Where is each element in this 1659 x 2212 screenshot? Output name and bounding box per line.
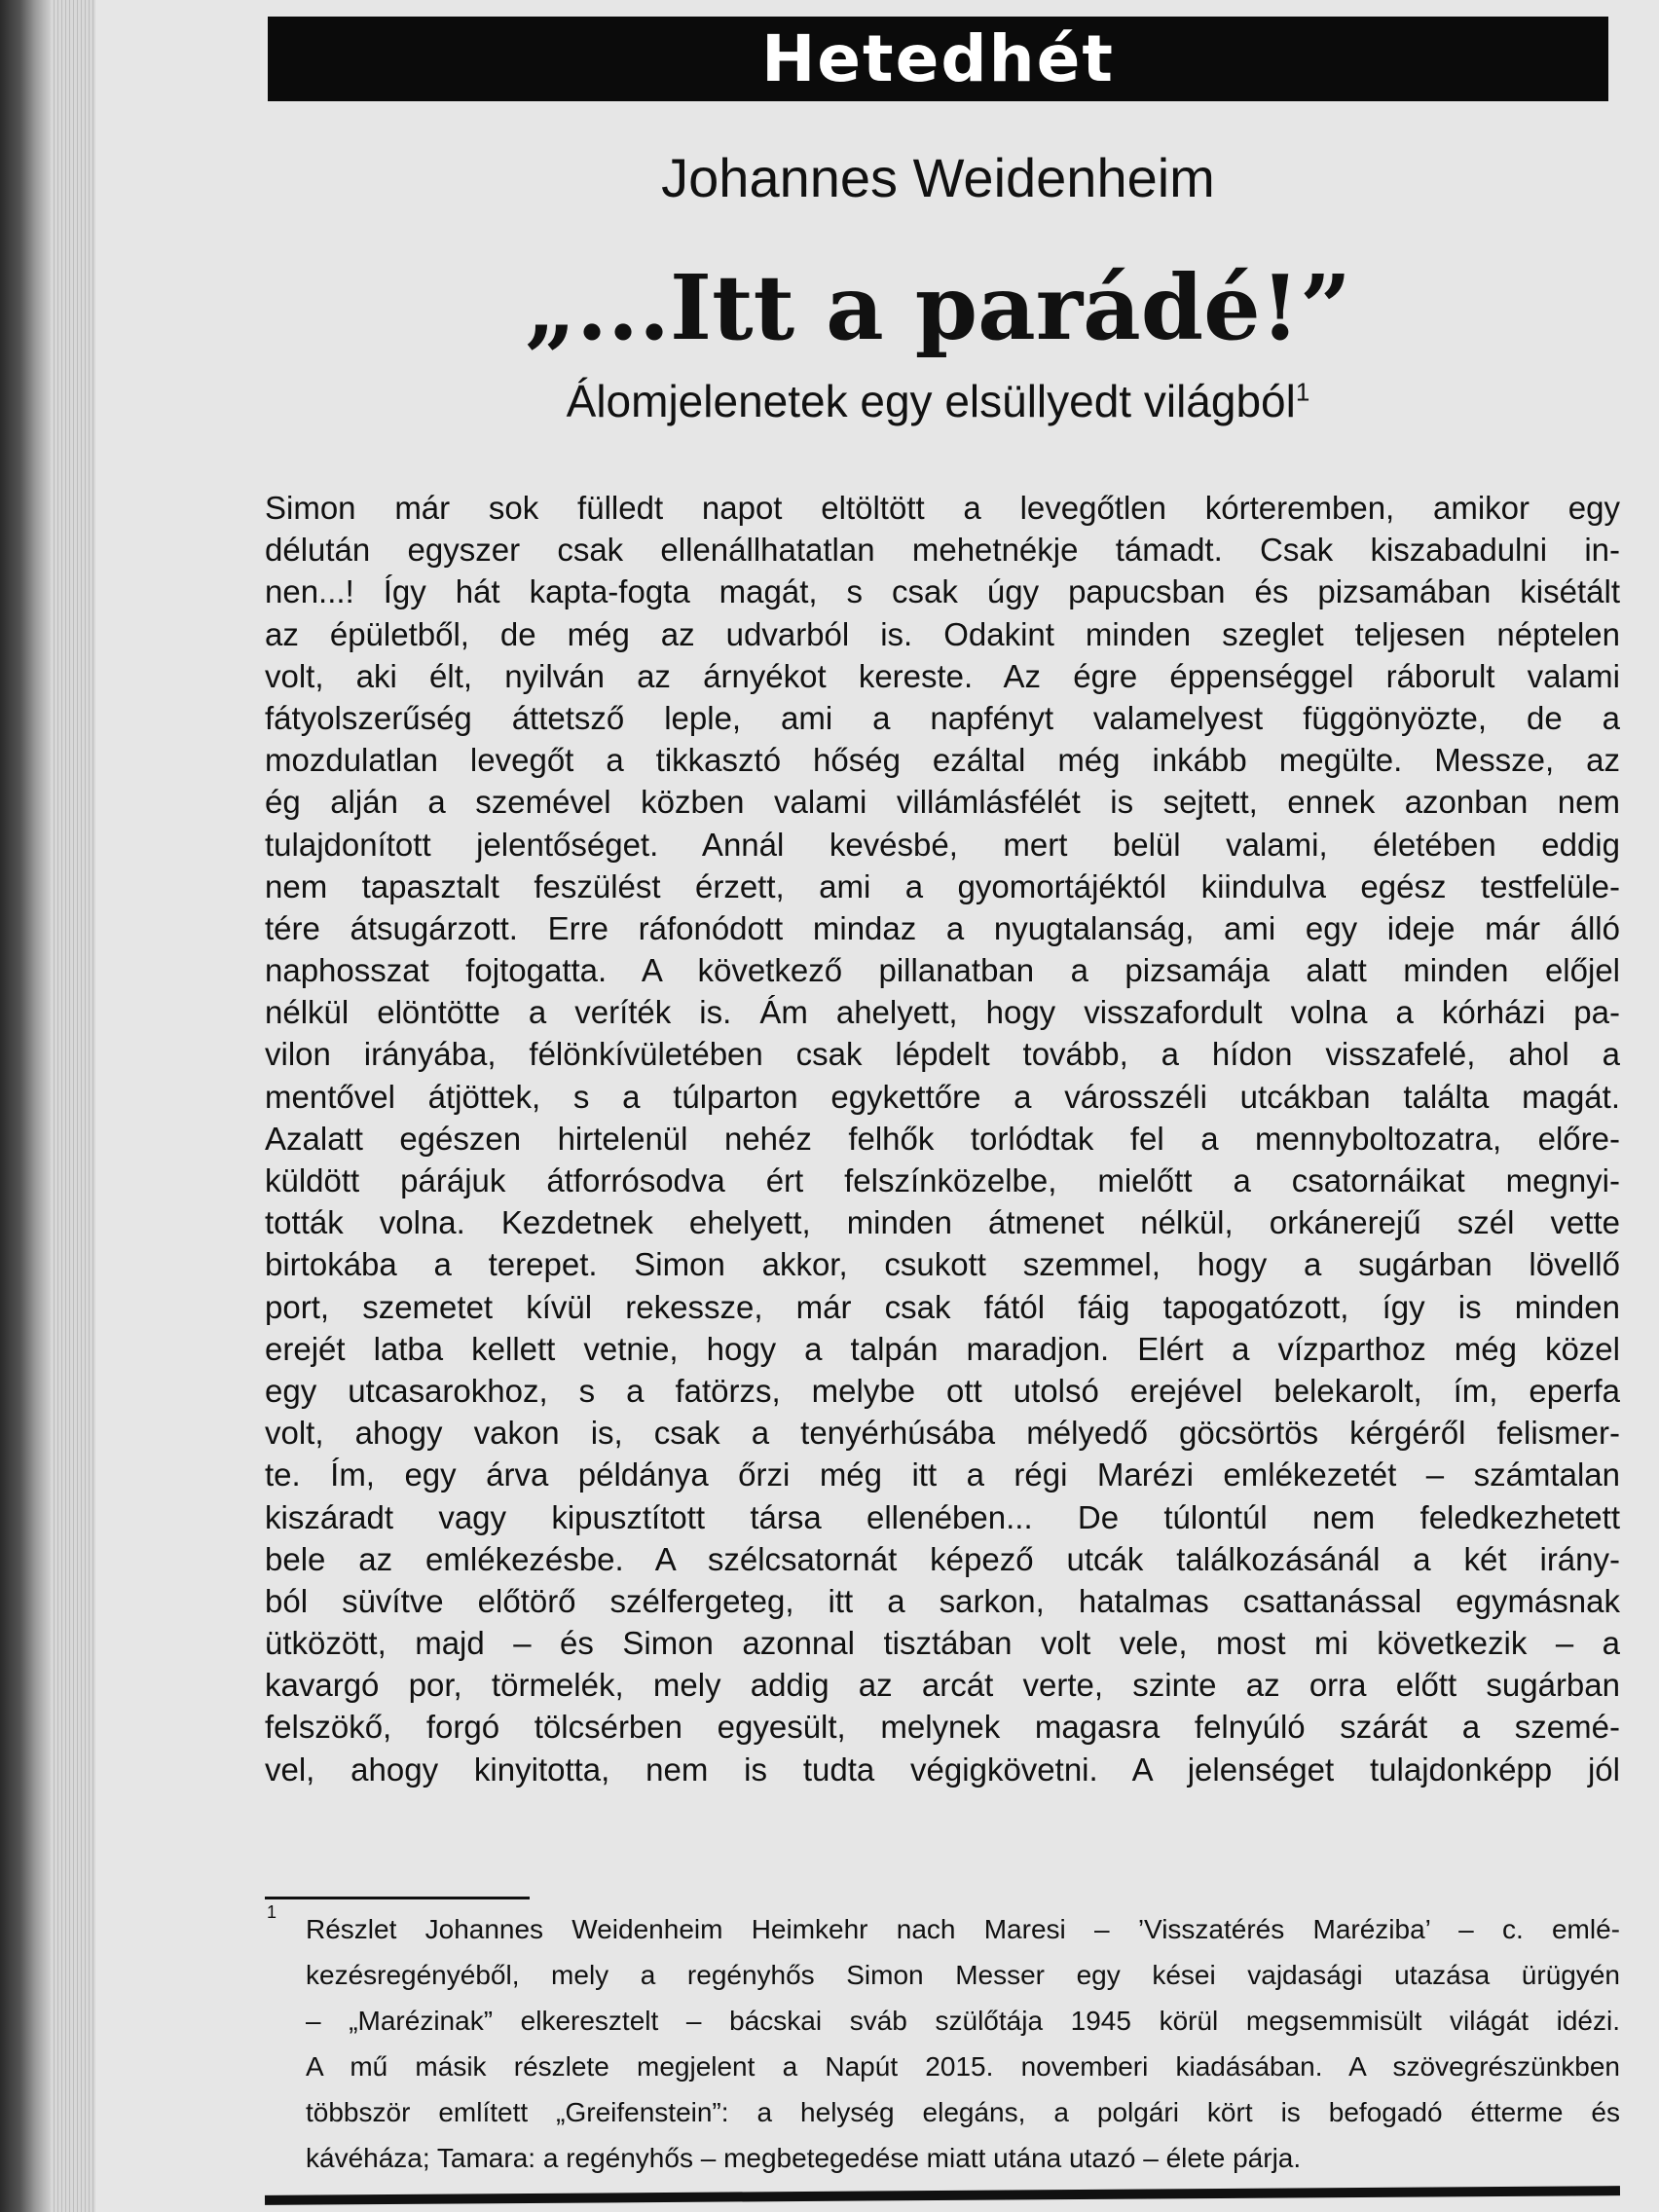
- body-line: volt, aki élt, nyilván az árnyékot kereste. Az égre éppenséggel ráborult valami: [265, 657, 1620, 694]
- body-line: Azalatt egészen hirtelenül nehéz felhők torlódtak fel a mennyboltozatra, előre-: [265, 1120, 1620, 1157]
- body-line: délután egyszer csak ellenállhatatlan mehetnékje támadt. Csak kiszabadulni in-: [265, 532, 1620, 569]
- footnote-mark: 1: [267, 1902, 277, 1922]
- subtitle-text: Álomjelenetek egy elsüllyedt világból: [566, 376, 1296, 426]
- bottom-rule: [265, 2186, 1620, 2205]
- body-line: te. Ím, egy árva példánya őrzi még itt a régi Marézi emlékezetét – számtalan: [265, 1456, 1620, 1493]
- body-line: bele az emlékezésbe. A szélcsatornát képező utcák találkozásánál a két irány-: [265, 1540, 1620, 1577]
- body-line: vel, ahogy kinyitotta, nem is tudta végigkövetni. A jelenséget tulajdonképp jól: [265, 1751, 1620, 1788]
- body-line: tották volna. Kezdetnek ehelyett, minden átmenet nélkül, orkánerejű szél vette: [265, 1204, 1620, 1241]
- body-line: port, szemetet kívül rekessze, már csak fától fáig tapogatózott, így is minden: [265, 1288, 1620, 1325]
- article-author: Johannes Weidenheim: [661, 147, 1215, 208]
- footnote-line: kávéháza; Tamara: a regényhős – megbetegedése miatt utána utazó – élete párja.: [306, 2143, 1302, 2173]
- footnote-separator: [265, 1897, 530, 1899]
- body-line: nen...! Így hát kapta-fogta magát, s csak úgy papucsban és pizsamában kisétált: [265, 573, 1620, 610]
- body-line: Simon már sok fülledt napot eltöltött a levegőtlen kórteremben, amikor egy: [265, 490, 1620, 526]
- footnote-line: A mű másik részlete megjelent a Napút 2015. novemberi kiadásában. A szövegrészünkben: [306, 2051, 1620, 2082]
- body-line: tére átsugárzott. Erre ráfonódott mindaz a nyugtalanság, ami egy ideje már álló: [265, 909, 1620, 946]
- body-line: naphosszat fojtogatta. A következő pillanatban a pizsamája alatt minden előjel: [265, 952, 1620, 989]
- footnote-line: többször említett „Greifenstein”: a helység elegáns, a polgári kört is befogadó étterme és: [306, 2097, 1620, 2127]
- body-line: ég alján a szemével közben valami villámlásfélét is sejtett, ennek azonban nem: [265, 784, 1620, 821]
- page-edges: [51, 0, 95, 2212]
- body-line: az épületből, de még az udvarból is. Odakint minden szeglet teljesen néptelen: [265, 615, 1620, 652]
- footnote: [265, 1902, 1620, 2181]
- body-line: volt, ahogy vakon is, csak a tenyérhúsába mélyedő göcsörtös kérgéről felismer-: [265, 1415, 1620, 1452]
- body-line: vilon irányába, félönkívületében csak lépdelt tovább, a hídon visszafelé, ahol a: [265, 1036, 1620, 1073]
- footnote-line: kezésregényéből, mely a regényhős Simon Messer egy kései vajdasági utazása ürügyén: [306, 1960, 1620, 1990]
- body-line: egy utcasarokhoz, s a fatörzs, melybe ott utolsó erejével belekarolt, ím, eperfa: [265, 1372, 1620, 1409]
- body-line: nem tapasztalt feszülést érzett, ami a gyomortájéktól kiindulva egész testfelüle-: [265, 867, 1620, 904]
- footnote-line: – „Marézinak” elkeresztelt – bácskai sváb szülőtája 1945 körül megsemmisült világát idézi.: [306, 2006, 1620, 2036]
- body-line: ütközött, majd – és Simon azonnal tisztában volt vele, most mi következik – a: [265, 1625, 1620, 1662]
- footnote-line: Részlet Johannes Weidenheim Heimkehr nach Maresi – ’Visszatérés Maréziba’ – c. emlé-: [306, 1914, 1620, 1944]
- section-banner: Hetedhét: [268, 17, 1608, 101]
- body-line: küldött párájuk átforrósodva ért felszínközelbe, mielőtt a csatornáikat megnyi-: [265, 1162, 1620, 1198]
- body-line: ból süvítve előtörő szélfergeteg, itt a sarkon, hatalmas csattanással egymásnak: [265, 1582, 1620, 1619]
- body-line: felszökő, forgó tölcsérben egyesült, melynek magasra felnyúló szárát a szemé-: [265, 1709, 1620, 1746]
- book-spine-shadow: [0, 0, 51, 2212]
- body-line: birtokába a terepet. Simon akkor, csukott szemmel, hogy a sugárban lövellő: [265, 1246, 1620, 1283]
- footnote-reference: 1: [1295, 377, 1310, 407]
- body-line: mozdulatlan levegőt a tikkasztó hőség ezáltal még inkább megülte. Messze, az: [265, 742, 1620, 779]
- body-line: kavargó por, törmelék, mely addig az arcát verte, szinte az orra előtt sugárban: [265, 1667, 1620, 1704]
- article-body: [265, 487, 1620, 1790]
- article-title: „...Itt a parádé!”: [525, 255, 1351, 360]
- body-line: nélkül elöntötte a veríték is. Ám ahelyett, hogy visszafordult volna a kórházi pa-: [265, 994, 1620, 1031]
- body-line: fátyolszerűség áttetsző leple, ami a napfényt valamelyest függönyözte, de a: [265, 699, 1620, 736]
- body-line: erejét latba kellett vetnie, hogy a talpán maradjon. Elért a vízparthoz még közel: [265, 1330, 1620, 1367]
- body-line: tulajdonított jelentőséget. Annál kevésbé, mert belül valami, életében eddig: [265, 826, 1620, 863]
- body-line: kiszáradt vagy kipusztított társa ellenében... De túlontúl nem feledkezhetett: [265, 1498, 1620, 1535]
- article-subtitle: [268, 375, 1608, 427]
- body-line: mentővel átjöttek, s a túlparton egykettőre a városszéli utcákban találta magát.: [265, 1078, 1620, 1115]
